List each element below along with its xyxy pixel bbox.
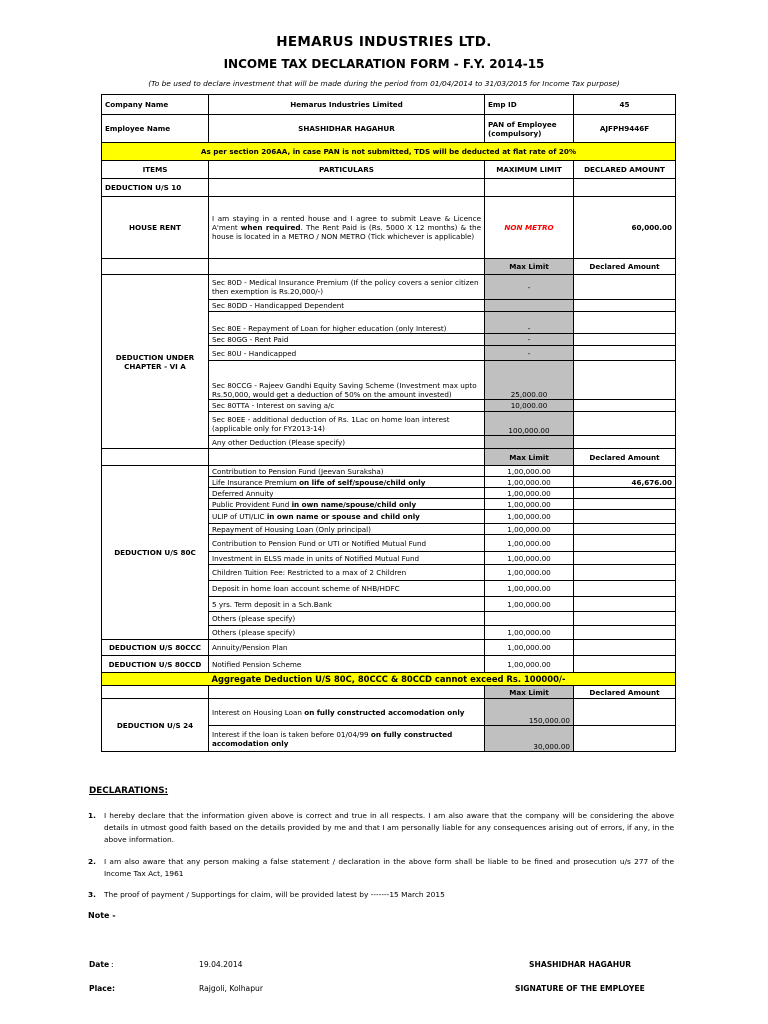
sec80ccc-declared[interactable] — [574, 640, 676, 656]
sec6a-max-limit: - — [485, 312, 574, 334]
sec24-declared[interactable] — [574, 726, 676, 752]
sec6a-declared[interactable] — [574, 275, 676, 300]
sec80c-declared[interactable] — [574, 510, 676, 524]
sub-max-limit-header: Max Limit — [485, 449, 574, 466]
sec6a-particular: Sec 80U - Handicapped — [209, 346, 485, 361]
declaration-text: I am also aware that any person making a false statement / declaration in the above form shall be liable to be fined and prosecution u/s 277 of the Income Tax Act, 1961 — [104, 857, 674, 878]
sec80c-particular: Public Provident Fund in own name/spouse/child only — [209, 499, 485, 510]
sec6a-particular: Sec 80EE - additional deduction of Rs. 1Lac on home loan interest (applicable only for FY2013-14) — [209, 412, 485, 436]
declaration-item — [88, 889, 674, 901]
col-declared-header: DECLARED AMOUNT — [574, 161, 676, 179]
sub-max-limit-header: Max Limit — [485, 259, 574, 275]
pan-label: PAN of Employee (compulsory) — [485, 115, 574, 143]
place-label: Place: — [89, 984, 115, 993]
sec80c-max-limit: 1,00,000.00 — [485, 524, 574, 535]
sec6a-max-limit: 25,000.00 — [485, 361, 574, 400]
sec6a-max-limit: - — [485, 275, 574, 300]
declaration-text: I hereby declare that the information given above is correct and true in all respects. I am also aware that the company will be considering the above details in utmost good faith based on the details provided by me and that I am personally liable for any consequences arising out of errors, if any, in the above information. — [104, 811, 674, 844]
date-value[interactable]: 19.04.2014 — [199, 960, 243, 969]
sec6a-particular: Sec 80DD - Handicapped Dependent — [209, 300, 485, 312]
sec80c-max-limit: 1,00,000.00 — [485, 477, 574, 488]
sec80c-declared[interactable] — [574, 612, 676, 626]
sec6a-declared[interactable] — [574, 412, 676, 436]
sec6a-declared[interactable] — [574, 436, 676, 449]
sec6a-declared[interactable] — [574, 334, 676, 346]
sec80ccc-particular: Annuity/Pension Plan — [209, 640, 485, 656]
sec80c-max-limit: 1,00,000.00 — [485, 626, 574, 640]
sec6a-declared[interactable] — [574, 361, 676, 400]
sec6a-declared[interactable] — [574, 300, 676, 312]
sub-declared-header: Declared Amount — [574, 449, 676, 466]
col-particulars-header: PARTICULARS — [209, 161, 485, 179]
sec6a-particular: Sec 80GG - Rent Paid — [209, 334, 485, 346]
sec6a-max-limit: - — [485, 334, 574, 346]
sec6a-particular: Sec 80CCG - Rajeev Gandhi Equity Saving Scheme (Investment max upto Rs.50,000, would get a deduction of 50% on the amount invested) — [209, 361, 485, 400]
sec80c-declared[interactable] — [574, 597, 676, 612]
sec80c-declared[interactable] — [574, 499, 676, 510]
house-rent-label: HOUSE RENT — [102, 197, 209, 259]
sec6a-particular: Sec 80E - Repayment of Loan for higher education (only Interest) — [209, 312, 485, 334]
sec80ccd-max-limit: 1,00,000.00 — [485, 656, 574, 673]
sec80c-declared[interactable] — [574, 466, 676, 477]
sec80c-particular: ULIP of UTI/LIC in own name or spouse and child only — [209, 510, 485, 524]
note-label: Note - — [88, 911, 116, 920]
company-name-label: Company Name — [102, 95, 209, 115]
declaration-text: The proof of payment / Supportings for claim, will be provided latest by -------15 March 2015 — [104, 890, 445, 899]
sec6a-declared[interactable] — [574, 312, 676, 334]
sec80c-declared[interactable] — [574, 626, 676, 640]
sub-max-limit-header: Max Limit — [485, 686, 574, 699]
sec80c-declared[interactable] — [574, 488, 676, 499]
house-rent-text: I am staying in a rented house and I agree to submit Leave & Licence A'ment when required. The Rent Paid is (Rs. 5000 X 12 months) & the house is located in a METRO / NON METRO (Tick whichever is applicable) — [209, 197, 485, 259]
sec80c-particular: Contribution to Pension Fund or UTI or Notified Mutual Fund — [209, 535, 485, 552]
sec80ccc-max-limit: 1,00,000.00 — [485, 640, 574, 656]
sec6a-declared[interactable] — [574, 400, 676, 412]
pan-value[interactable]: AJFPH9446F — [574, 115, 676, 143]
sec80c-particular: Deposit in home loan account scheme of NHB/HDFC — [209, 581, 485, 597]
sec80c-declared[interactable] — [574, 535, 676, 552]
sec80c-max-limit: 1,00,000.00 — [485, 535, 574, 552]
sec80c-declared[interactable] — [574, 565, 676, 581]
sec10-label: DEDUCTION U/S 10 — [102, 179, 209, 197]
signature-label: SIGNATURE OF THE EMPLOYEE — [515, 984, 645, 993]
sec80ccd-label: DEDUCTION U/S 80CCD — [102, 656, 209, 673]
tds-notice: As per section 206AA, in case PAN is not submitted, TDS will be deducted at flat rate of 20% — [102, 143, 676, 161]
sec6a-particular: Sec 80D - Medical Insurance Premium (If the policy covers a senior citizen then exemption is Rs.20,000/-) — [209, 275, 485, 300]
declaration-number: 3. — [88, 890, 96, 899]
sec80c-particular: Contribution to Pension Fund (Jeevan Suraksha) — [209, 466, 485, 477]
col-items-header: ITEMS — [102, 161, 209, 179]
sec80c-particular: Children Tuition Fee: Restricted to a max of 2 Children — [209, 565, 485, 581]
sec80c-particular: 5 yrs. Term deposit in a Sch.Bank — [209, 597, 485, 612]
sec80c-label: DEDUCTION U/S 80C — [102, 466, 209, 640]
signatory-name: SHASHIDHAR HAGAHUR — [529, 960, 632, 969]
date-label: Date — [89, 960, 110, 969]
declarations-title: DECLARATIONS: — [89, 786, 169, 796]
sec80c-max-limit: 1,00,000.00 — [485, 510, 574, 524]
sec80c-declared[interactable] — [574, 552, 676, 565]
sec6a-max-limit — [485, 300, 574, 312]
sec80c-declared[interactable] — [574, 581, 676, 597]
sec24-max-limit: 30,000.00 — [485, 726, 574, 752]
company-name-value[interactable]: Hemarus Industries Limited — [209, 95, 485, 115]
sec80c-max-limit: 1,00,000.00 — [485, 466, 574, 477]
declaration-table — [101, 94, 676, 752]
sec6a-max-limit: 10,000.00 — [485, 400, 574, 412]
emp-id-label: Emp ID — [485, 95, 574, 115]
sec80c-max-limit: 1,00,000.00 — [485, 499, 574, 510]
sec24-label: DEDUCTION U/S 24 — [102, 699, 209, 752]
sec80c-particular: Life Insurance Premium on life of self/spouse/child only — [209, 477, 485, 488]
form-subtitle: (To be used to declare investment that will be made during the period from 01/04/2014 to 31/03/2015 for Income Tax purpose) — [148, 79, 620, 88]
place-value[interactable]: Rajgoli, Kolhapur — [199, 984, 263, 993]
sec80c-particular: Investment in ELSS made in units of Notified Mutual Fund — [209, 552, 485, 565]
house-rent-amount[interactable]: 60,000.00 — [574, 197, 676, 259]
sec6a-max-limit: 100,000.00 — [485, 412, 574, 436]
metro-status[interactable]: NON METRO — [485, 197, 574, 259]
declaration-item — [88, 856, 674, 880]
sec80c-max-limit: 1,00,000.00 — [485, 552, 574, 565]
sec6a-max-limit — [485, 436, 574, 449]
sec6a-max-limit: - — [485, 346, 574, 361]
sec80c-particular: Deferred Annuity — [209, 488, 485, 499]
sub-declared-header: Declared Amount — [574, 686, 676, 699]
employee-name-label: Employee Name — [102, 115, 209, 143]
date-separator: : — [111, 960, 114, 969]
sec80ccc-label: DEDUCTION U/S 80CCC — [102, 640, 209, 656]
chapter-6a-label: DEDUCTION UNDER CHAPTER - VI A — [102, 275, 209, 449]
sec80ccd-declared[interactable] — [574, 656, 676, 673]
sec6a-particular: Any other Deduction (Please specify) — [209, 436, 485, 449]
sec6a-declared[interactable] — [574, 346, 676, 361]
sec24-declared[interactable] — [574, 699, 676, 726]
declaration-item — [88, 810, 674, 846]
sec80c-max-limit: 1,00,000.00 — [485, 581, 574, 597]
sec24-particular: Interest if the loan is taken before 01/04/99 on fully constructed accomodation only — [209, 726, 485, 752]
declaration-number: 2. — [88, 857, 96, 866]
sec80c-declared[interactable]: 46,676.00 — [574, 477, 676, 488]
col-max-limit-header: MAXIMUM LIMIT — [485, 161, 574, 179]
sec24-max-limit: 150,000.00 — [485, 699, 574, 726]
sec80c-particular: Others (please specify) — [209, 612, 485, 626]
sub-declared-header: Declared Amount — [574, 259, 676, 275]
sec6a-particular: Sec 80TTA - Interest on saving a/c — [209, 400, 485, 412]
sec80c-particular: Repayment of Housing Loan (Only principal) — [209, 524, 485, 535]
emp-id-value[interactable]: 45 — [574, 95, 676, 115]
sec80c-max-limit: 1,00,000.00 — [485, 597, 574, 612]
sec80ccd-particular: Notified Pension Scheme — [209, 656, 485, 673]
sec80c-max-limit: 1,00,000.00 — [485, 565, 574, 581]
sec80c-particular: Others (please specify) — [209, 626, 485, 640]
form-title: INCOME TAX DECLARATION FORM - F.Y. 2014-15 — [223, 57, 545, 71]
declaration-number: 1. — [88, 811, 96, 820]
sec24-particular: Interest on Housing Loan on fully constructed accomodation only — [209, 699, 485, 726]
aggregate-notice: Aggregate Deduction U/S 80C, 80CCC & 80CCD cannot exceed Rs. 100000/- — [102, 673, 676, 686]
company-heading: HEMARUS INDUSTRIES LTD. — [276, 34, 492, 50]
sec80c-max-limit: 1,00,000.00 — [485, 488, 574, 499]
sec80c-max-limit — [485, 612, 574, 626]
sec80c-declared[interactable] — [574, 524, 676, 535]
employee-name-value[interactable]: SHASHIDHAR HAGAHUR — [209, 115, 485, 143]
